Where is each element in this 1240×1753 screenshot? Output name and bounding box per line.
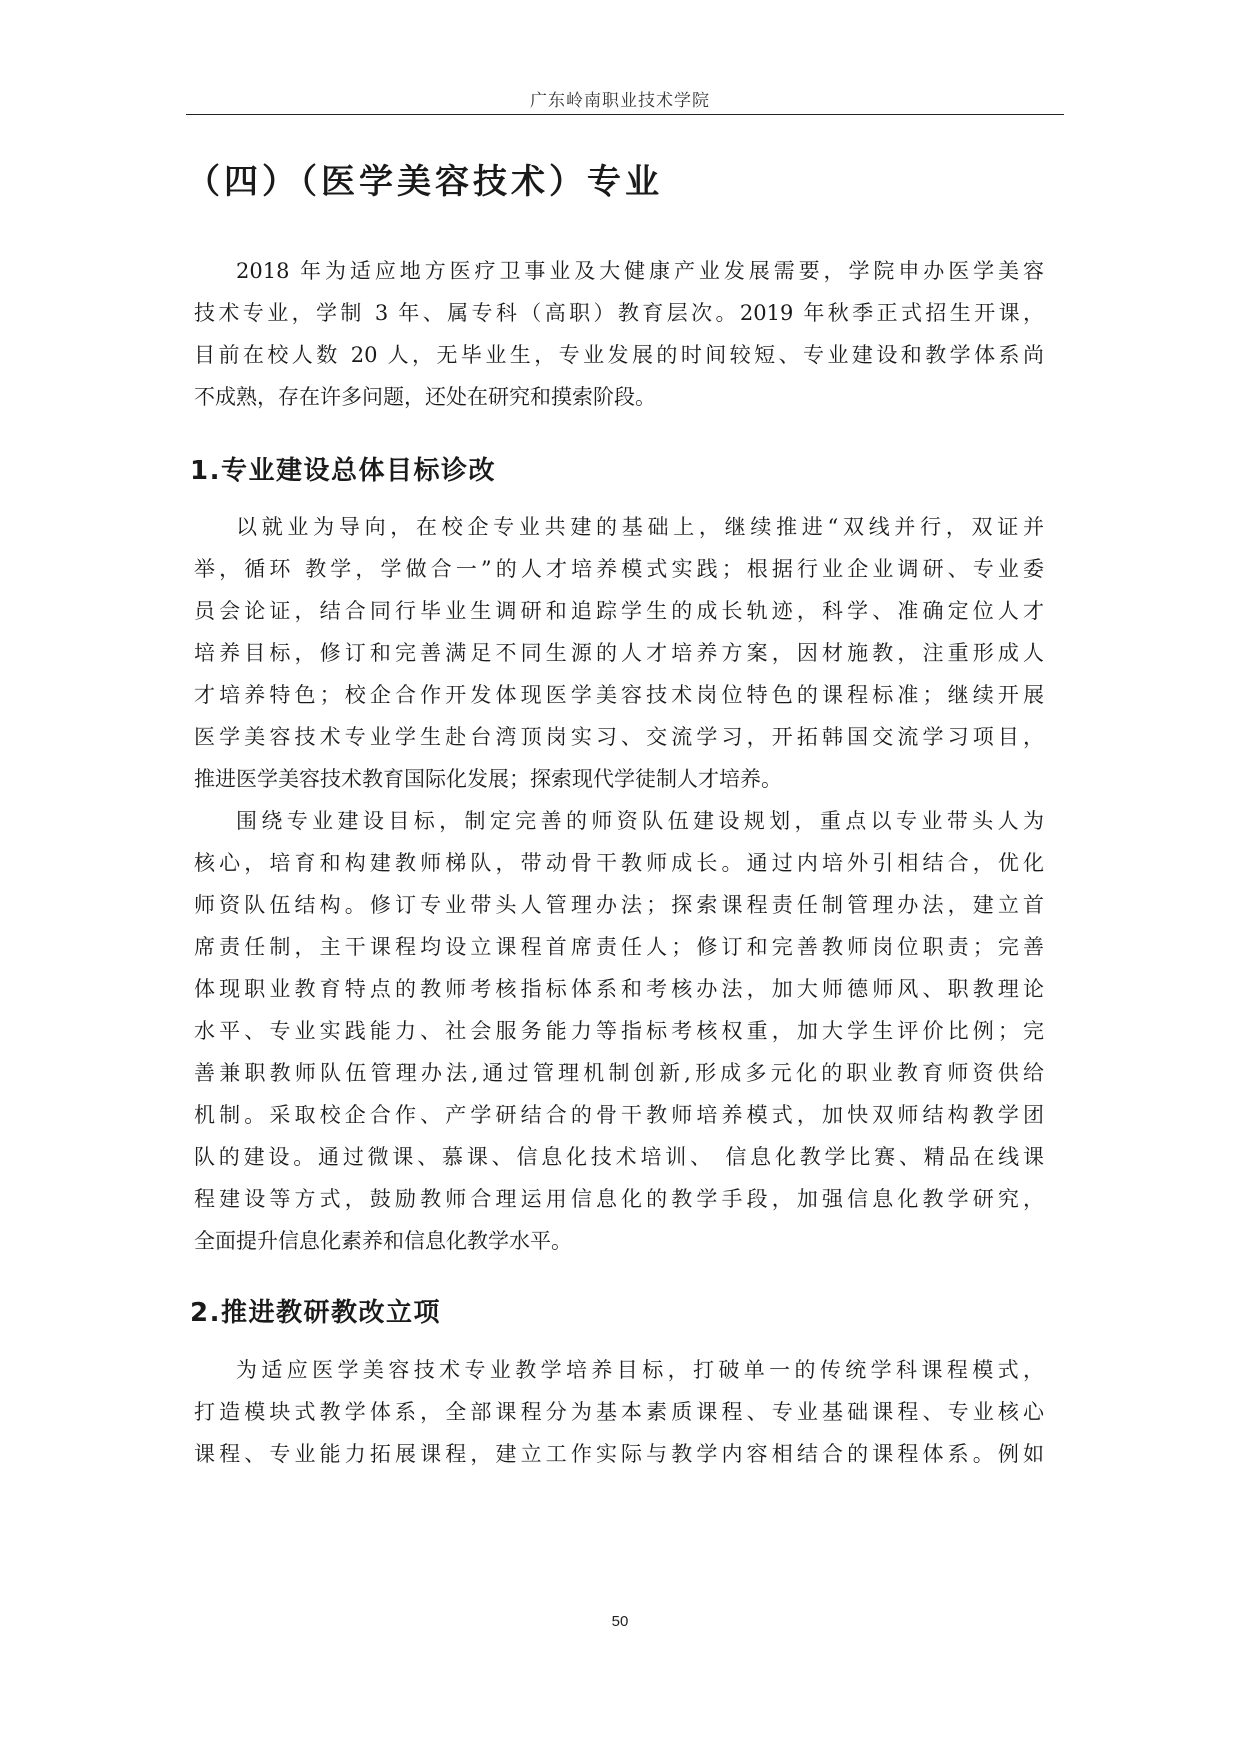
- text-line: 体现职业教育特点的教师考核指标体系和考核办法，加大师德师风、职教理论: [194, 977, 1044, 1001]
- text-line: 医学美容技术专业学生赴台湾顶岗实习、交流学习，开拓韩国交流学习项目，: [194, 725, 1044, 749]
- text-line: 善兼职教师队伍管理办法,通过管理机制创新,形成多元化的职业教育师资供给: [194, 1061, 1044, 1085]
- text-line: 课程、专业能力拓展课程，建立工作实际与教学内容相结合的课程体系。例如: [194, 1442, 1044, 1466]
- text-line: 打造模块式教学体系，全部课程分为基本素质课程、专业基础课程、专业核心: [194, 1400, 1044, 1424]
- text-line: 全面提升信息化素养和信息化教学水平。: [194, 1229, 572, 1253]
- text-line: 师资队伍结构。修订专业带头人管理办法；探索课程责任制管理办法，建立首: [194, 893, 1044, 917]
- text-line: 队的建设。通过微课、慕课、信息化技术培训、 信息化教学比赛、精品在线课: [194, 1145, 1044, 1169]
- text-line: 机制。采取校企合作、产学研结合的骨干教师培养模式，加快双师结构教学团: [194, 1103, 1044, 1127]
- text-line: 举，循环 教学，学做合一”的人才培养模式实践；根据行业企业调研、专业委: [194, 557, 1044, 581]
- header-institution: 广东岭南职业技术学院: [530, 91, 710, 111]
- text-line: 技术专业，学制 3 年、属专科（高职）教育层次。2019 年秋季正式招生开课，: [194, 301, 1044, 325]
- section-heading-2: 2.推进教研教改立项: [190, 1298, 441, 1328]
- text-line: 程建设等方式，鼓励教师合理运用信息化的教学手段，加强信息化教学研究，: [194, 1187, 1044, 1211]
- header-divider: [186, 114, 1064, 115]
- text-line: 2018 年为适应地方医疗卫事业及大健康产业发展需要，学院申办医学美容: [236, 259, 1044, 283]
- text-line: 目前在校人数 20 人，无毕业生，专业发展的时间较短、专业建设和教学体系尚: [194, 343, 1044, 367]
- text-line: 培养目标，修订和完善满足不同生源的人才培养方案，因材施教，注重形成人: [194, 641, 1044, 665]
- page-title: （四）（医学美容技术）专业: [186, 162, 663, 202]
- text-line: 为适应医学美容技术专业教学培养目标，打破单一的传统学科课程模式，: [236, 1358, 1044, 1382]
- text-line: 员会论证，结合同行毕业生调研和追踪学生的成长轨迹，科学、准确定位人才: [194, 599, 1044, 623]
- text-line: 才培养特色；校企合作开发体现医学美容技术岗位特色的课程标准；继续开展: [194, 683, 1044, 707]
- section-heading-1: 1.专业建设总体目标诊改: [190, 456, 496, 486]
- text-line: 围绕专业建设目标，制定完善的师资队伍建设规划，重点以专业带头人为: [236, 809, 1044, 833]
- text-line: 水平、专业实践能力、社会服务能力等指标考核权重，加大学生评价比例；完: [194, 1019, 1044, 1043]
- text-line: 以就业为导向，在校企专业共建的基础上，继续推进“双线并行，双证并: [236, 515, 1044, 539]
- text-line: 席责任制，主干课程均设立课程首席责任人；修订和完善教师岗位职责；完善: [194, 935, 1044, 959]
- text-line: 推进医学美容技术教育国际化发展；探索现代学徒制人才培养。: [194, 767, 782, 791]
- text-line: 核心，培育和构建教师梯队，带动骨干教师成长。通过内培外引相结合，优化: [194, 851, 1044, 875]
- page-number: 50: [611, 1613, 629, 1630]
- text-line: 不成熟，存在许多问题，还处在研究和摸索阶段。: [194, 385, 656, 409]
